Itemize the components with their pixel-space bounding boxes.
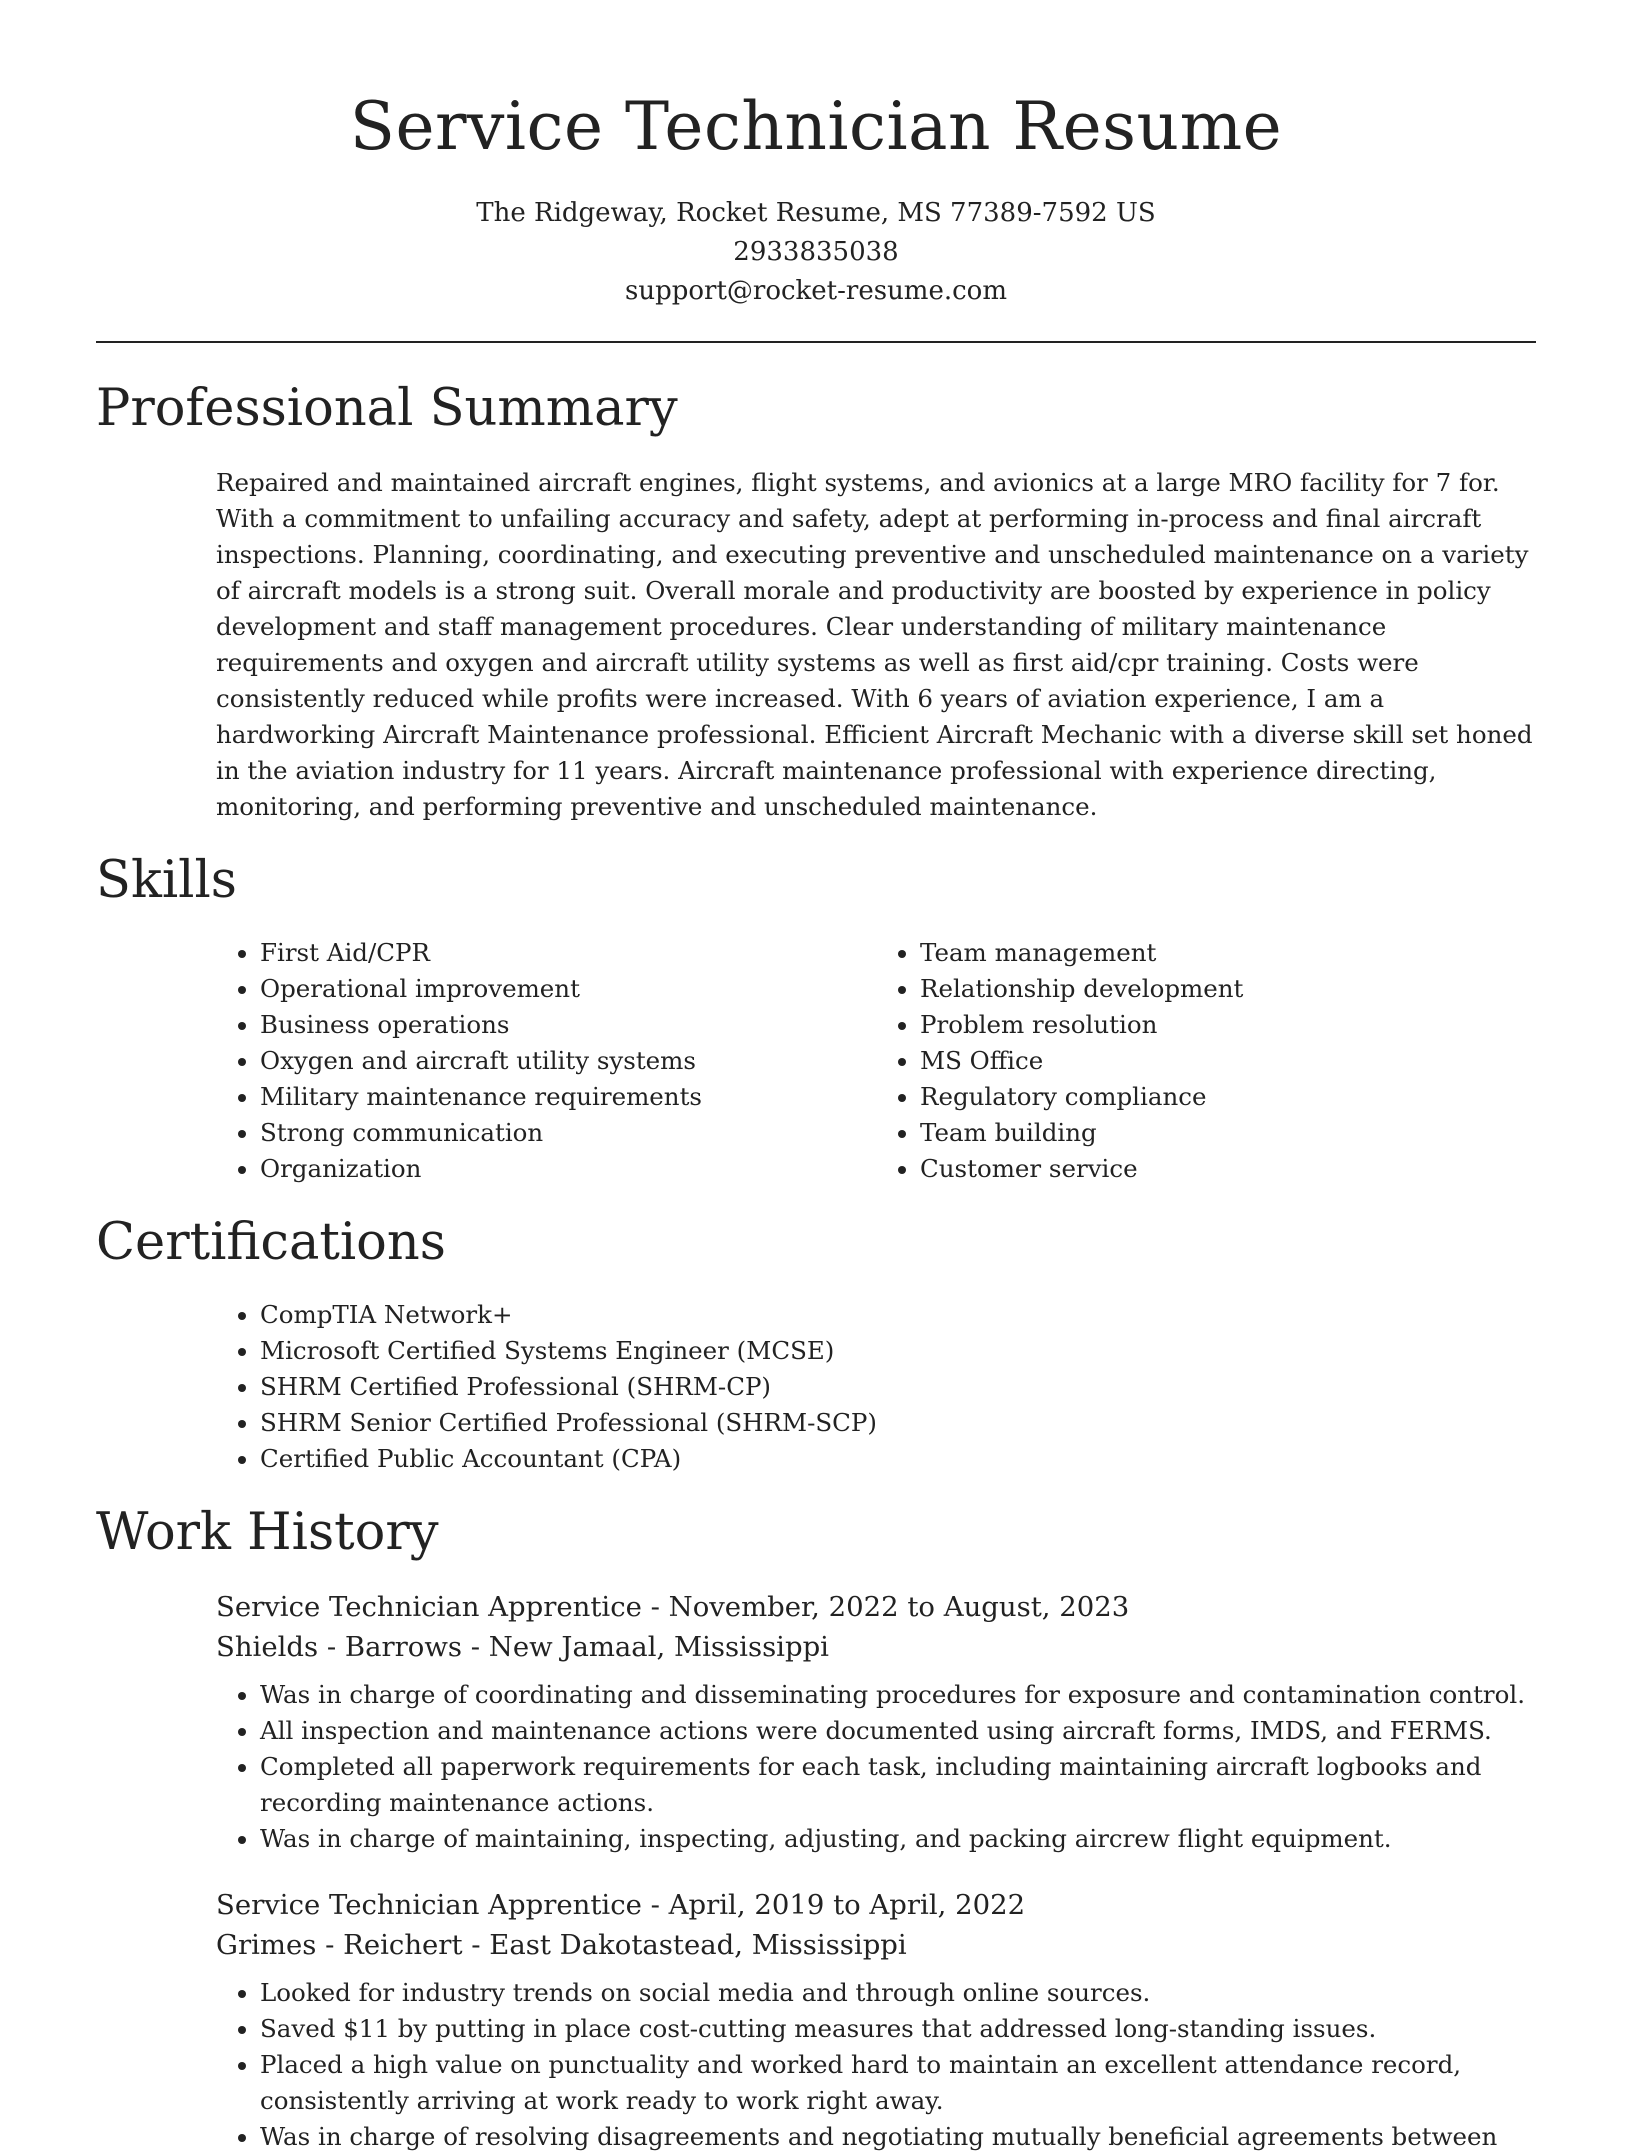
resume-title: Service Technician Resume [349,88,1283,165]
certification-item: • CompTIA Network+ [260,1297,1160,1333]
job-dates: April, 2019 to April, 2022 [668,1889,1026,1921]
certifications-heading: Certifications [96,1213,446,1272]
skill-item: • Organization [260,1151,876,1187]
skills-list [216,935,1536,1187]
contact-address: The Ridgeway, Rocket Resume, MS 77389-7592 US [476,198,1156,228]
job-title: Service Technician Apprentice [216,1591,642,1623]
skills-heading: Skills [96,851,237,910]
job-duties [216,1975,1536,2155]
skill-item: • First Aid/CPR [260,935,876,971]
skill-item: • Oxygen and aircraft utility systems [260,1043,876,1079]
skills-column-left [216,935,876,1187]
job-title: Service Technician Apprentice [216,1889,642,1921]
job-duty-item: • All inspection and maintenance actions were documented using aircraft forms, IMDS, and FERMS. [260,1713,1536,1749]
job-duty-item: • Was in charge of coordinating and disseminating procedures for exposure and contamination control. [260,1677,1536,1713]
skill-item: • Problem resolution [920,1007,1536,1043]
job-duty-item: • Placed a high value on punctuality and worked hard to maintain an excellent attendance record, consistently arriving at work ready to work right away. [260,2047,1536,2119]
job-employer: Shields - Barrows [216,1631,463,1663]
job-duty-item: • Completed all paperwork requirements for each task, including maintaining aircraft logbooks and recording maintenance actions. [260,1749,1536,1821]
skill-item: • Relationship development [920,971,1536,1007]
job-duty-item: • Saved $11 by putting in place cost-cutting measures that addressed long-standing issues. [260,2011,1536,2047]
contact-info [96,194,1536,311]
job-title-line: Service Technician Apprentice - November, 2022 to August, 2023 [216,1591,1130,1623]
certification-item: • SHRM Senior Certified Professional (SHRM-SCP) [260,1405,1160,1441]
job-duties [216,1677,1536,1857]
certification-item: • Certified Public Accountant (CPA) [260,1441,1160,1477]
certification-item: • SHRM Certified Professional (SHRM-CP) [260,1369,1160,1405]
job-entry [216,1587,1536,1857]
skill-item: • Regulatory compliance [920,1079,1536,1115]
summary-text: Repaired and maintained aircraft engines, flight systems, and avionics at a large MRO facility for 7 for. With a commitment to unfailing accuracy and safety, adept at performing in-process and final aircraft inspections. Planning, coordinating, and executing preventive and unscheduled maintenance on a variety of aircraft models is a strong suit. Overall morale and productivity are boosted by experience in policy development and staff management procedures. Clear understanding of military maintenance requirements and oxygen and aircraft utility systems as well as first aid/cpr training. Costs were consistently reduced while profits were increased. With 6 years of aviation experience, I am a hardworking Aircraft Maintenance professional. Efficient Aircraft Mechanic with a diverse skill set honed in the aviation industry for 11 years. Aircraft maintenance professional with experience directing, monitoring, and performing preventive and unscheduled maintenance. [216,468,1533,821]
certifications-list [216,1297,1536,1477]
skill-item: • Strong communication [260,1115,876,1151]
job-entry [216,1885,1536,2155]
job-location: East Dakotastead, Mississippi [489,1929,907,1961]
skills-column-right [876,935,1536,1187]
contact-email: support@rocket-resume.com [624,276,1007,306]
skill-item: • MS Office [920,1043,1536,1079]
summary-heading: Professional Summary [96,379,678,438]
job-duty-item: • Looked for industry trends on social media and through online sources. [260,1975,1536,2011]
job-dates: November, 2022 to August, 2023 [668,1591,1130,1623]
resume-header [96,0,1536,311]
job-location: New Jamaal, Mississippi [488,1631,829,1663]
skill-item: • Team building [920,1115,1536,1151]
job-duty-item: • Was in charge of maintaining, inspecting, adjusting, and packing aircrew flight equipment. [260,1821,1536,1857]
skill-item: • Operational improvement [260,971,876,1007]
contact-phone: 2933835038 [733,237,899,267]
job-employer-line: Grimes - Reichert - East Dakotastead, Mississippi [216,1929,907,1961]
job-title-line: Service Technician Apprentice - April, 2019 to April, 2022 [216,1889,1026,1921]
job-employer: Grimes - Reichert [216,1929,463,1961]
work-history-heading: Work History [96,1503,439,1562]
job-duty-item: • Was in charge of resolving disagreements and negotiating mutually beneficial agreements between [260,2119,1536,2155]
skill-item: • Military maintenance requirements [260,1079,876,1115]
header-divider [96,341,1536,343]
skill-item: • Team management [920,935,1536,971]
job-employer-line: Shields - Barrows - New Jamaal, Mississippi [216,1631,829,1663]
skill-item: • Customer service [920,1151,1536,1187]
skill-item: • Business operations [260,1007,876,1043]
certification-item: • Microsoft Certified Systems Engineer (MCSE) [260,1333,1160,1369]
